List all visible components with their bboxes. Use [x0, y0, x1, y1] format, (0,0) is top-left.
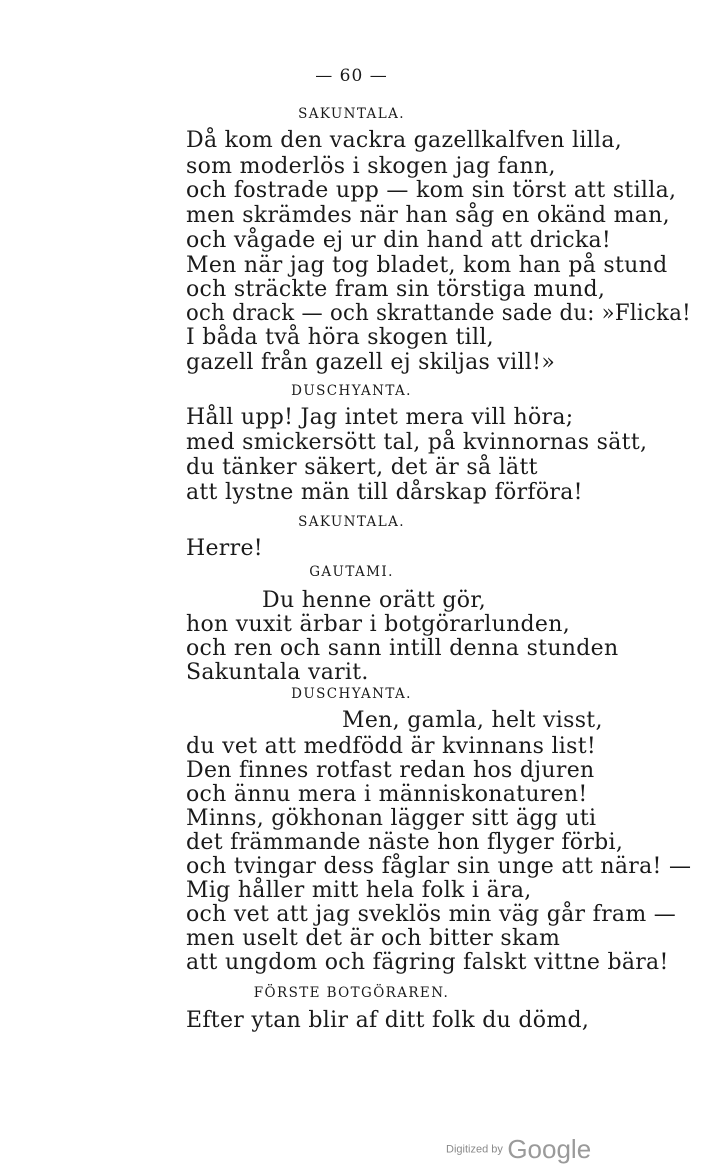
verse-line: gazell från gazell ej skiljas vill!» [186, 350, 556, 375]
verse-line: Du henne orätt gör, [262, 588, 487, 613]
verse-line: och vet att jag sveklös min väg går fram — [186, 902, 677, 927]
verse-line: och fostrade upp — kom sin törst att stilla, [186, 178, 677, 203]
verse-line: Men, gamla, helt visst, [342, 708, 603, 733]
verse-line: Efter ytan blir af ditt folk du dömd, [186, 1008, 590, 1033]
verse-line: och vågade ej ur din hand att dricka! [186, 228, 612, 253]
verse-line: Herre! [186, 536, 263, 561]
speaker-name: GAUTAMI. [309, 564, 394, 580]
speaker-name: SAKUNTALA. [298, 106, 405, 122]
verse-line: hon vuxit ärbar i botgörarlunden, [186, 612, 571, 637]
verse-line: som moderlös i skogen jag fann, [186, 154, 556, 179]
speaker-name: FÖRSTE BOTGÖRAREN. [253, 985, 450, 1001]
verse-line: Minns, gökhonan lägger sitt ägg uti [186, 806, 597, 831]
verse-line: Mig håller mitt hela folk i ära, [186, 878, 532, 903]
verse-line: och drack — och skrattande sade du: »Flicka! [186, 301, 691, 326]
google-logo: Google [507, 1134, 592, 1164]
verse-line: men skrämdes när han såg en okänd man, [186, 203, 670, 228]
page-number: — 60 — [315, 66, 388, 86]
verse-line: Sakuntala varit. [186, 660, 369, 685]
digitized-watermark [446, 1134, 591, 1165]
speaker-name: DUSCHYANTA. [291, 686, 412, 702]
verse-line: och ännu mera i människonaturen! [186, 782, 588, 807]
verse-line: och tvingar dess fåglar sin unge att nära! — [186, 854, 692, 879]
verse-line: du vet att medfödd är kvinnans list! [186, 734, 597, 759]
verse-line: att lystne män till dårskap förföra! [186, 480, 583, 505]
verse-line: det främmande näste hon flyger förbi, [186, 830, 624, 855]
verse-line: du tänker säkert, det är så lätt [186, 455, 538, 480]
verse-line: och sträckte fram sin törstiga mund, [186, 277, 606, 302]
verse-line: att ungdom och fägring falskt vittne bära! [186, 950, 669, 975]
digitized-label: Digitized by [446, 1143, 503, 1156]
verse-line: men uselt det är och bitter skam [186, 926, 561, 951]
verse-line: Då kom den vackra gazellkalfven lilla, [186, 128, 623, 153]
speaker-name: DUSCHYANTA. [291, 383, 412, 399]
verse-line: I båda två höra skogen till, [186, 325, 494, 350]
verse-line: med smickersött tal, på kvinnornas sätt, [186, 430, 648, 455]
verse-line: Den finnes rotfast redan hos djuren [186, 758, 595, 783]
verse-line: Håll upp! Jag intet mera vill höra; [186, 405, 574, 430]
verse-line: Men när jag tog bladet, kom han på stund [186, 253, 668, 278]
speaker-name: SAKUNTALA. [298, 514, 405, 530]
verse-line: och ren och sann intill denna stunden [186, 636, 619, 661]
